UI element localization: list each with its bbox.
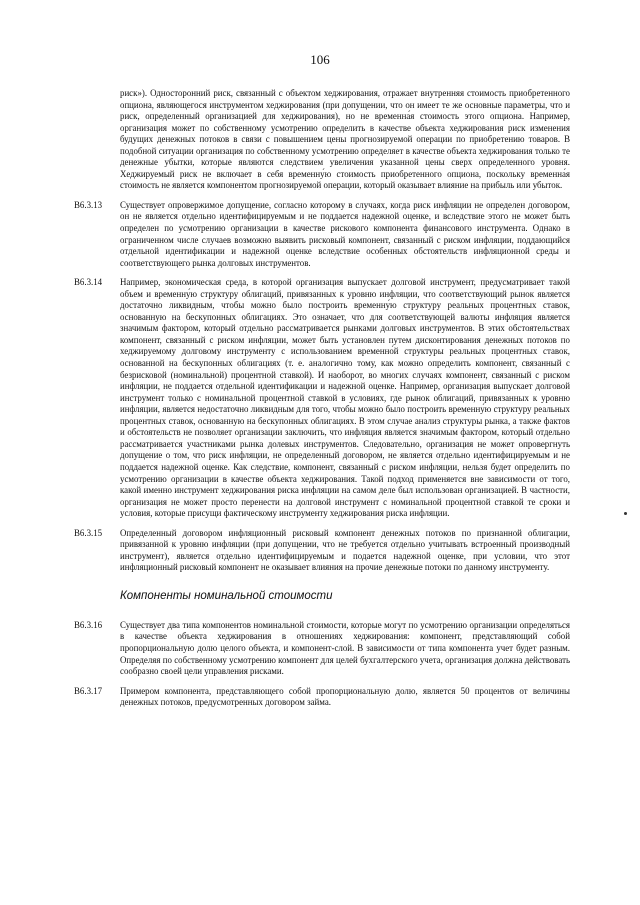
paragraph-b6-3-15 — [74, 528, 570, 574]
section-heading: Компоненты номинальной стоимости — [120, 589, 333, 602]
paragraph-number: B6.3.17 — [74, 685, 103, 696]
paragraph-b6-3-13 — [74, 200, 570, 269]
paragraph-number: B6.3.13 — [74, 199, 103, 210]
paragraph-text: Существует два типа компонентов номинальной стоимости, которые могут по усмотрению организации определяться в качестве объекта хеджирования в отношениях хеджирования: компонент, представляющий собой пропорциональную долю целого объекта, и компонент-слой. В зависимости от типа компонента учет будет разным. Определяя по собственному усмотрению компонент для целей бухгалтерского учета, организация должна действовать сообразно своей цели управления рисками. — [120, 619, 570, 677]
paragraph-text: Примером компонента, представляющего собой пропорциональную долю, является 50 процентов от величины денежных потоков, предусмотренных договором займа. — [120, 685, 570, 708]
paragraph-text: Определенный договором инфляционный рисковый компонент денежных потоков по признанной облигации, привязанной к уровню инфляции (при допущении, что не требуется отдельно учитывать встроенный производный инструмент), является отдельно идентифицируемым и подается надежной оценке, при условии, что этот инфляционный рисковый компонент не оказывает влияния на прочие денежные потоки по данному инструменту. — [120, 527, 570, 573]
paragraph-b6-3-14 — [74, 277, 570, 519]
paragraph-b6-3-17 — [74, 686, 570, 709]
paragraph-number: B6.3.15 — [74, 527, 103, 538]
paragraph-text: Существует опровержимое допущение, согласно которому в случаях, когда риск инфляции не определен договором, он не является отдельно идентифицируемым и не поддается надежной оценке, и вследствие этого не может быть определен по усмотрению организации в качестве рискового компонента финансового инструмента. Однако в ограниченном числе случаев возможно выявить рисковый компонент, связанный с риском инфляции, поддающийся отдельной идентификации и надежной оценке вследствие особенных обстоятельств инфляционной среды и соответствующего рынка долговых инструментов. — [120, 199, 570, 268]
document-body — [74, 88, 570, 717]
continuation-paragraph: риск»). Односторонний риск, связанный с объектом хеджирования, отражает внутренняя стоимость приобретенного опциона, являющегося инструментом хеджирования (при допущении, что он имеет те же основные параметры, что и риск, определенный организацией для хеджирования), но не временна́я стоимость этого опциона. Например, организация может по собственному усмотрению определить в качестве объекта хеджирования риск изменения будущих денежных потоков в связи с повышением цены прогнозируемой операции по приобретению товаров. В подобной ситуации организация по собственному усмотрению определяет в качестве объекта хеджирования только те денежные убытки, которые являются следствием увеличения указанной цены сверх определенного уровня. Хеджируемый риск не включает в себя временну́ю стоимость приобретенного опциона, поскольку временна́я стоимость не является компонентом прогнозируемой операции, который оказывает влияние на прибыль или убыток. — [120, 88, 570, 191]
paragraph-number: B6.3.14 — [74, 277, 103, 288]
scan-speck — [624, 512, 627, 515]
paragraph-b6-3-16 — [74, 620, 570, 678]
paragraph-number: B6.3.16 — [74, 619, 103, 630]
page-number: 106 — [310, 52, 330, 67]
paragraph-text: Например, экономическая среда, в которой организация выпускает долговой инструмент, предусматривает такой объем и временну́ю структуру облигаций, привязанных к уровню инфляции, что соответствующий рынок является достаточно ликвидным, чтобы можно было построить временну́ю структуру реальных процентных ставок, основанную на бескупонных облигациях. Это означает, что для соответствующей валюты инфляция является значимым фактором, который отдельно рассматривается рынками долговых инструментов. В этих обстоятельствах компонент, связанный с риском инфляции, может быть установлен путем дисконтирования денежных потоков по хеджируемому долговому инструменту с использованием временно́й структуры реальных процентных ставок, основанной на бескупонных облигациях (т. е. аналогично тому, как можно определить компонент, связанный с безрисковой (номинальной) процентной ставкой). И наоборот, во многих случаях компонент, связанный с риском инфляции, не поддается отдельной идентификации и надежной оценке. Например, организация выпускает долговой инструмент только с номинальной процентной ставкой в условиях, где рынок облигаций, привязанных к уровню инфляции, является недостаточно ликвидным для того, чтобы можно было построить временну́ю структуру реальных процентных ставок, основанную на бескупонных облигациях. В этом случае анализ структуры рынка, а также фактов и обстоятельств не позволяет организации заключить, что инфляция является значимым фактором, который отдельно рассматривается участниками рынка долевых инструментов. Следовательно, организация не может опровергнуть допущение о том, что риск инфляции, не определенный договором, не является отдельно идентифицируемым и не поддается надежной оценке. Как следствие, компонент, связанный с риском инфляции, нельзя будет определить по усмотрению организации в качестве объекта хеджирования. Такой подход применяется вне зависимости от того, какой именно инструмент хеджирования риска инфляции на самом деле был использован организацией. В частности, организация не может просто перенести на долговой инструмент с номинальной процентной ставкой те сроки и условия, которые присущи фактическому инструменту хеджирования риска инфляции. — [120, 277, 570, 519]
